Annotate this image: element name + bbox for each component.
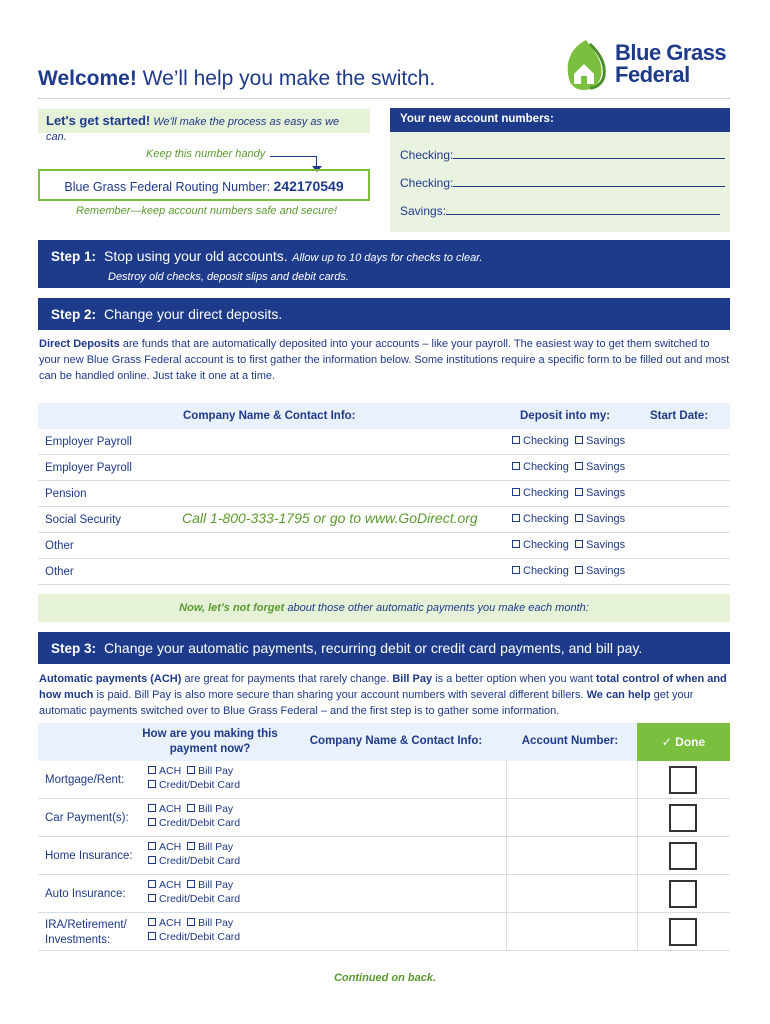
deposit-row-name: Employer Payroll: [45, 462, 132, 474]
house-leaf-icon: [560, 38, 612, 94]
savings-checkbox[interactable]: [575, 488, 583, 496]
payment-row-name: Mortgage/Rent:: [45, 774, 125, 786]
ach-checkbox[interactable]: [148, 766, 156, 774]
card-checkbox[interactable]: [148, 932, 156, 940]
savings-checkbox[interactable]: [575, 514, 583, 522]
checking-checkbox[interactable]: [512, 462, 520, 470]
deposit-row: [38, 455, 730, 481]
payment-row: [38, 913, 730, 951]
checking-checkbox[interactable]: [512, 566, 520, 574]
deposit-into-header: Deposit into my:: [520, 410, 611, 422]
ach-checkbox[interactable]: [148, 918, 156, 926]
routing-number-box: [38, 169, 370, 201]
payment-row: [38, 875, 730, 913]
done-checkbox[interactable]: [669, 918, 697, 946]
step2-paragraph: Direct Deposits are funds that are automatically deposited into your accounts – like your payroll. The easiest way to get them switched to your new Blue Grass Federal account is to first gather the information below. Some institutions require a specific form to be filled out and most can be handled online. Just take it one at a time.: [39, 338, 730, 382]
payment-method-options: ACH Bill Pay Credit/Debit Card: [148, 802, 240, 830]
step3-bar: [38, 632, 730, 664]
bill-pay-checkbox[interactable]: [187, 804, 195, 812]
checking-checkbox[interactable]: [512, 436, 520, 444]
done-header: ✓ Done: [637, 723, 730, 761]
done-checkbox[interactable]: [669, 804, 697, 832]
savings-checkbox[interactable]: [575, 462, 583, 470]
card-checkbox[interactable]: [148, 780, 156, 788]
step3-title: Change your automatic payments, recurring debit or credit card payments, and bill pay.: [104, 640, 643, 656]
deposit-row-note: Call 1-800-333-1795 or go to www.GoDirect.org: [182, 510, 478, 526]
deposit-row: [38, 559, 730, 585]
step2-label: Step 2:: [51, 307, 97, 322]
step1-bar: [38, 240, 730, 288]
payment-row-name: Auto Insurance:: [45, 888, 126, 900]
card-checkbox[interactable]: [148, 894, 156, 902]
deposit-table-header: [38, 403, 730, 429]
account-number-header: Account Number:: [521, 735, 619, 747]
checking-line-1[interactable]: Checking:: [400, 148, 725, 162]
payment-row: [38, 837, 730, 875]
logo-line2: Federal: [615, 62, 690, 87]
card-checkbox[interactable]: [148, 818, 156, 826]
savings-checkbox[interactable]: [575, 540, 583, 548]
keep-arrow-line: [270, 156, 316, 157]
checking-line-2[interactable]: Checking:: [400, 176, 725, 190]
step1-label: Step 1:: [51, 249, 97, 264]
step1-title: Stop using your old accounts.: [104, 248, 288, 264]
account-numbers-header: Your new account numbers:: [390, 108, 730, 132]
how-paying-header: How are you making this payment now?: [142, 728, 278, 755]
deposit-row-name: Social Security: [45, 514, 122, 526]
get-started-bold: Let's get started!: [46, 113, 151, 128]
step2-bar: [38, 298, 730, 330]
get-started-bar: [38, 109, 370, 143]
step3-label: Step 3:: [51, 641, 97, 656]
done-checkbox[interactable]: [669, 842, 697, 870]
bill-pay-checkbox[interactable]: [187, 880, 195, 888]
deposit-row-name: Other: [45, 540, 74, 552]
deposit-options: Checking Savings: [512, 487, 625, 499]
savings-checkbox[interactable]: [575, 436, 583, 444]
checking-checkbox[interactable]: [512, 540, 520, 548]
checking-checkbox[interactable]: [512, 514, 520, 522]
deposit-options: Checking Savings: [512, 539, 625, 551]
payment-row-name: Car Payment(s):: [45, 812, 129, 824]
account-numbers-panel: [390, 108, 730, 232]
deposit-row-name: Other: [45, 566, 74, 578]
deposit-options: Checking Savings: [512, 461, 625, 473]
step1-note2: Destroy old checks, deposit slips and debit cards.: [108, 271, 349, 283]
bill-pay-checkbox[interactable]: [187, 842, 195, 850]
routing-number: 242170549: [273, 178, 344, 194]
payment-method-options: ACH Bill Pay Credit/Debit Card: [148, 878, 240, 906]
deposit-row: [38, 429, 730, 455]
step2-title: Change your direct deposits.: [104, 306, 283, 322]
deposit-row: [38, 507, 730, 533]
get-started-italic: We'll make the process as easy as we can.: [46, 116, 340, 143]
step1-note1: Allow up to 10 days for checks to clear.: [292, 252, 483, 264]
payment-row-name: Home Insurance:: [45, 850, 133, 862]
card-checkbox[interactable]: [148, 856, 156, 864]
ach-checkbox[interactable]: [148, 804, 156, 812]
payment-method-options: ACH Bill Pay Credit/Debit Card: [148, 764, 240, 792]
routing-label: Blue Grass Federal Routing Number:: [64, 180, 271, 194]
done-checkbox[interactable]: [669, 880, 697, 908]
deposit-options: Checking Savings: [512, 435, 625, 447]
savings-checkbox[interactable]: [575, 566, 583, 574]
payment-company-header: Company Name & Contact Info:: [309, 735, 483, 747]
bill-pay-checkbox[interactable]: [187, 918, 195, 926]
payment-table-header: [38, 723, 730, 761]
payment-row: [38, 799, 730, 837]
deposit-row-name: Pension: [45, 488, 87, 500]
continued-note: Continued on back.: [333, 972, 437, 984]
done-checkbox[interactable]: [669, 766, 697, 794]
deposit-row-name: Employer Payroll: [45, 436, 132, 448]
step3-paragraph: Automatic payments (ACH) are great for payments that rarely change. Bill Pay is a better option when you want total control of when and how much is paid. Bill Pay is also more secure than sharing your account numbers with several different billers. We can help get your automatic payments switched over to Blue Grass Federal – and the first step is to gather some information.: [39, 673, 727, 717]
deposit-options: Checking Savings: [512, 513, 625, 525]
page-title: [38, 67, 435, 91]
payment-row-name: IRA/Retirement/ Investments:: [45, 919, 127, 946]
bank-logo: [560, 38, 730, 94]
payment-method-options: ACH Bill Pay Credit/Debit Card: [148, 840, 240, 868]
start-date-header: Start Date:: [650, 410, 709, 422]
payment-method-options: ACH Bill Pay Credit/Debit Card: [148, 916, 240, 944]
logo-line1: Blue Grass: [615, 40, 727, 65]
forget-note: Now, let’s not forget about those other automatic payments you make each month:: [38, 594, 730, 622]
payment-row: [38, 761, 730, 799]
title-rest: We’ll help you make the switch.: [136, 67, 436, 90]
title-divider: [38, 98, 730, 99]
ach-checkbox[interactable]: [148, 880, 156, 888]
deposit-row: [38, 481, 730, 507]
deposit-row: [38, 533, 730, 559]
ach-checkbox[interactable]: [148, 842, 156, 850]
title-bold: Welcome!: [38, 67, 137, 90]
deposit-options: Checking Savings: [512, 565, 625, 577]
checking-checkbox[interactable]: [512, 488, 520, 496]
bill-pay-checkbox[interactable]: [187, 766, 195, 774]
remember-note: Remember—keep account numbers safe and secure!: [76, 205, 338, 217]
keep-handy-note: Keep this number handy: [146, 148, 266, 160]
savings-line[interactable]: Savings:: [400, 204, 720, 218]
company-header: Company Name & Contact Info:: [183, 410, 356, 422]
